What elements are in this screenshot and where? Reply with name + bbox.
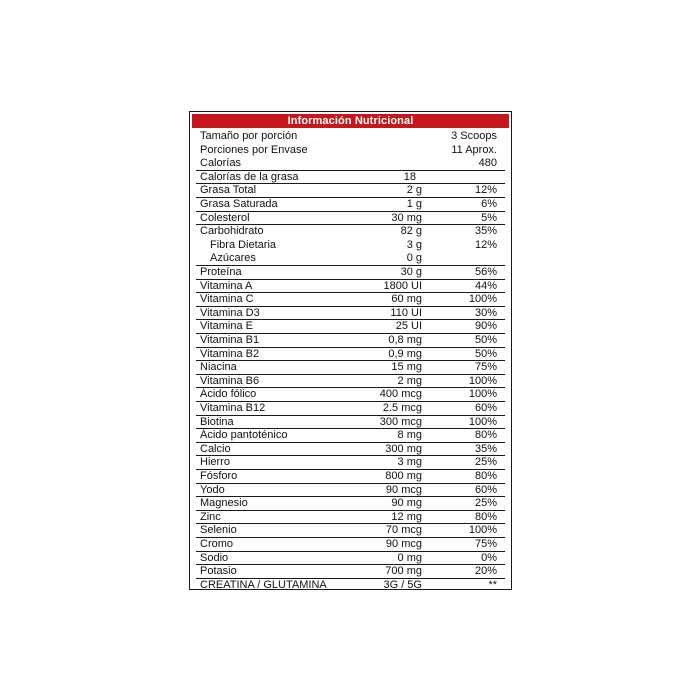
nutrient-label: Vitamina B1 <box>200 334 260 346</box>
nutrient-row <box>196 402 505 416</box>
nutrient-label: Ácido fólico <box>200 388 257 401</box>
nutrient-daily-value: 44% <box>474 279 497 292</box>
nutrient-label: Niacina <box>200 361 237 374</box>
nutrient-amount: 82 g <box>400 225 422 238</box>
nutrient-amount: 0 mg <box>397 551 422 564</box>
nutrient-label: Ácido pantoténico <box>200 429 288 442</box>
nutrient-row <box>196 552 505 566</box>
nutrient-daily-value: 56% <box>474 266 497 278</box>
nutrient-amount: 25 UI <box>395 320 422 333</box>
serving-label: Calorías <box>200 157 241 170</box>
serving-row <box>196 144 505 158</box>
nutrient-row <box>196 375 505 389</box>
nutrient-label: Vitamina B6 <box>200 374 260 387</box>
nutrient-amount: 0,9 mg <box>388 347 422 360</box>
serving-value: 3 Scoops <box>451 130 497 142</box>
nutrient-daily-value: 100% <box>468 415 497 428</box>
nutrient-label: Yodo <box>200 483 225 496</box>
nutrition-rows <box>196 130 505 591</box>
nutrient-label: Sodio <box>200 551 229 564</box>
nutrient-row <box>196 497 505 511</box>
serving-label: Tamaño por porción <box>200 130 298 142</box>
nutrient-daily-value: 50% <box>474 334 497 346</box>
nutrient-row <box>196 171 505 185</box>
nutrient-amount: 3 mg <box>397 456 422 469</box>
nutrient-daily-value: 6% <box>481 198 497 210</box>
nutrient-label: Grasa Saturada <box>200 198 278 210</box>
nutrient-amount: 3G / 5G <box>383 578 422 591</box>
nutrient-amount: 90 mcg <box>385 483 422 496</box>
nutrient-daily-value: 5% <box>481 211 497 224</box>
serving-row <box>196 157 505 171</box>
nutrient-label: CREATINA / GLUTAMINA <box>200 578 327 591</box>
nutrient-daily-value: 100% <box>468 374 497 387</box>
nutrient-amount: 2 g <box>406 184 422 197</box>
nutrient-row <box>196 348 505 362</box>
nutrient-amount: 700 mg <box>385 565 422 578</box>
nutrient-label: Azúcares <box>210 252 256 265</box>
nutrient-label: Vitamina B2 <box>200 347 260 360</box>
nutrient-daily-value: ** <box>488 578 497 591</box>
nutrient-label: Proteína <box>200 266 242 278</box>
nutrient-daily-value: 35% <box>474 442 497 455</box>
nutrient-daily-value: 0% <box>481 551 497 564</box>
nutrient-amount: 18 <box>403 170 416 183</box>
nutrient-daily-value: 60% <box>474 402 497 414</box>
nutrient-row <box>196 388 505 402</box>
nutrient-label: Vitamina C <box>200 293 254 306</box>
nutrient-daily-value: 80% <box>474 470 497 482</box>
nutrient-row <box>196 198 505 212</box>
nutrient-label: Vitamina B12 <box>200 402 266 414</box>
nutrient-daily-value: 50% <box>474 347 497 360</box>
nutrition-facts-panel <box>189 111 512 590</box>
nutrient-amount: 300 mg <box>385 442 422 455</box>
nutrient-amount: 12 mg <box>391 510 422 523</box>
nutrient-label: Magnesio <box>200 497 248 510</box>
nutrient-row <box>196 511 505 525</box>
serving-value: 11 Aprox. <box>451 143 497 156</box>
nutrient-amount: 1800 UI <box>383 279 422 292</box>
nutrient-amount: 400 mcg <box>379 388 422 401</box>
nutrient-row <box>196 565 505 579</box>
nutrient-amount: 1 g <box>406 198 422 210</box>
nutrient-amount: 30 g <box>400 266 422 278</box>
nutrient-daily-value: 25% <box>474 497 497 510</box>
nutrient-daily-value: 100% <box>468 388 497 401</box>
nutrient-row <box>196 334 505 348</box>
nutrient-amount: 110 UI <box>390 306 422 319</box>
nutrient-row <box>196 416 505 430</box>
nutrient-row <box>196 252 505 266</box>
nutrient-label: Calcio <box>200 442 231 455</box>
nutrient-row <box>196 225 505 239</box>
nutrient-row <box>196 239 505 253</box>
serving-value: 480 <box>478 157 497 170</box>
nutrient-label: Grasa Total <box>200 184 257 197</box>
nutrient-row <box>196 524 505 538</box>
nutrient-row <box>196 538 505 552</box>
nutrient-label: Colesterol <box>200 211 250 224</box>
nutrient-label: Zinc <box>200 510 221 523</box>
nutrient-row <box>196 320 505 334</box>
nutrient-amount: 8 mg <box>397 429 422 442</box>
nutrient-label: Calorías de la grasa <box>200 170 299 183</box>
nutrient-row <box>196 184 505 198</box>
nutrient-label: Fibra Dietaria <box>210 238 277 251</box>
nutrient-row <box>196 212 505 226</box>
nutrient-daily-value: 25% <box>474 456 497 469</box>
nutrient-amount: 0 g <box>406 252 422 265</box>
nutrient-daily-value: 12% <box>474 238 497 251</box>
nutrient-row <box>196 280 505 294</box>
nutrient-amount: 2 mg <box>397 374 422 387</box>
nutrient-amount: 15 mg <box>391 361 422 374</box>
nutrient-amount: 90 mg <box>391 497 422 510</box>
nutrient-amount: 800 mg <box>385 470 422 482</box>
nutrient-daily-value: 80% <box>474 429 497 442</box>
nutrient-daily-value: 90% <box>474 320 497 333</box>
nutrient-row <box>196 266 505 280</box>
nutrient-amount: 60 mg <box>391 293 422 306</box>
nutrient-row <box>196 293 505 307</box>
nutrient-label: Vitamina A <box>200 279 253 292</box>
nutrient-label: Cromo <box>200 538 234 550</box>
nutrient-row <box>196 456 505 470</box>
nutrient-daily-value: 12% <box>474 184 497 197</box>
nutrition-title: Información Nutricional <box>192 114 509 128</box>
nutrient-daily-value: 100% <box>468 293 497 306</box>
nutrient-row <box>196 484 505 498</box>
nutrient-daily-value: 20% <box>474 565 497 578</box>
nutrient-label: Vitamina E <box>200 320 253 333</box>
nutrient-daily-value: 30% <box>474 306 497 319</box>
nutrient-daily-value: 80% <box>474 510 497 523</box>
nutrient-label: Hierro <box>200 456 230 469</box>
nutrient-daily-value: 35% <box>474 225 497 238</box>
nutrient-label: Selenio <box>200 524 237 537</box>
nutrient-row <box>196 307 505 321</box>
nutrient-amount: 70 mcg <box>385 524 422 537</box>
nutrient-label: Carbohidrato <box>200 225 264 238</box>
nutrient-daily-value: 100% <box>468 524 497 537</box>
nutrient-daily-value: 60% <box>474 483 497 496</box>
nutrient-row <box>196 470 505 484</box>
nutrient-row <box>196 429 505 443</box>
nutrient-amount: 30 mg <box>391 211 422 224</box>
nutrient-amount: 90 mcg <box>385 538 422 550</box>
serving-label: Porciones por Envase <box>200 143 308 156</box>
nutrient-amount: 3 g <box>406 238 422 251</box>
serving-row <box>196 130 505 144</box>
nutrient-label: Vitamina D3 <box>200 306 260 319</box>
nutrient-amount: 0,8 mg <box>388 334 422 346</box>
nutrient-daily-value: 75% <box>474 361 497 374</box>
nutrient-row <box>196 443 505 457</box>
nutrient-amount: 300 mcg <box>379 415 422 428</box>
nutrient-label: Potasio <box>200 565 237 578</box>
nutrient-daily-value: 75% <box>474 538 497 550</box>
nutrient-label: Fósforo <box>200 470 238 482</box>
nutrient-row <box>196 579 505 593</box>
nutrient-row <box>196 361 505 375</box>
nutrient-label: Biotina <box>200 415 234 428</box>
nutrient-amount: 2.5 mcg <box>382 402 422 414</box>
